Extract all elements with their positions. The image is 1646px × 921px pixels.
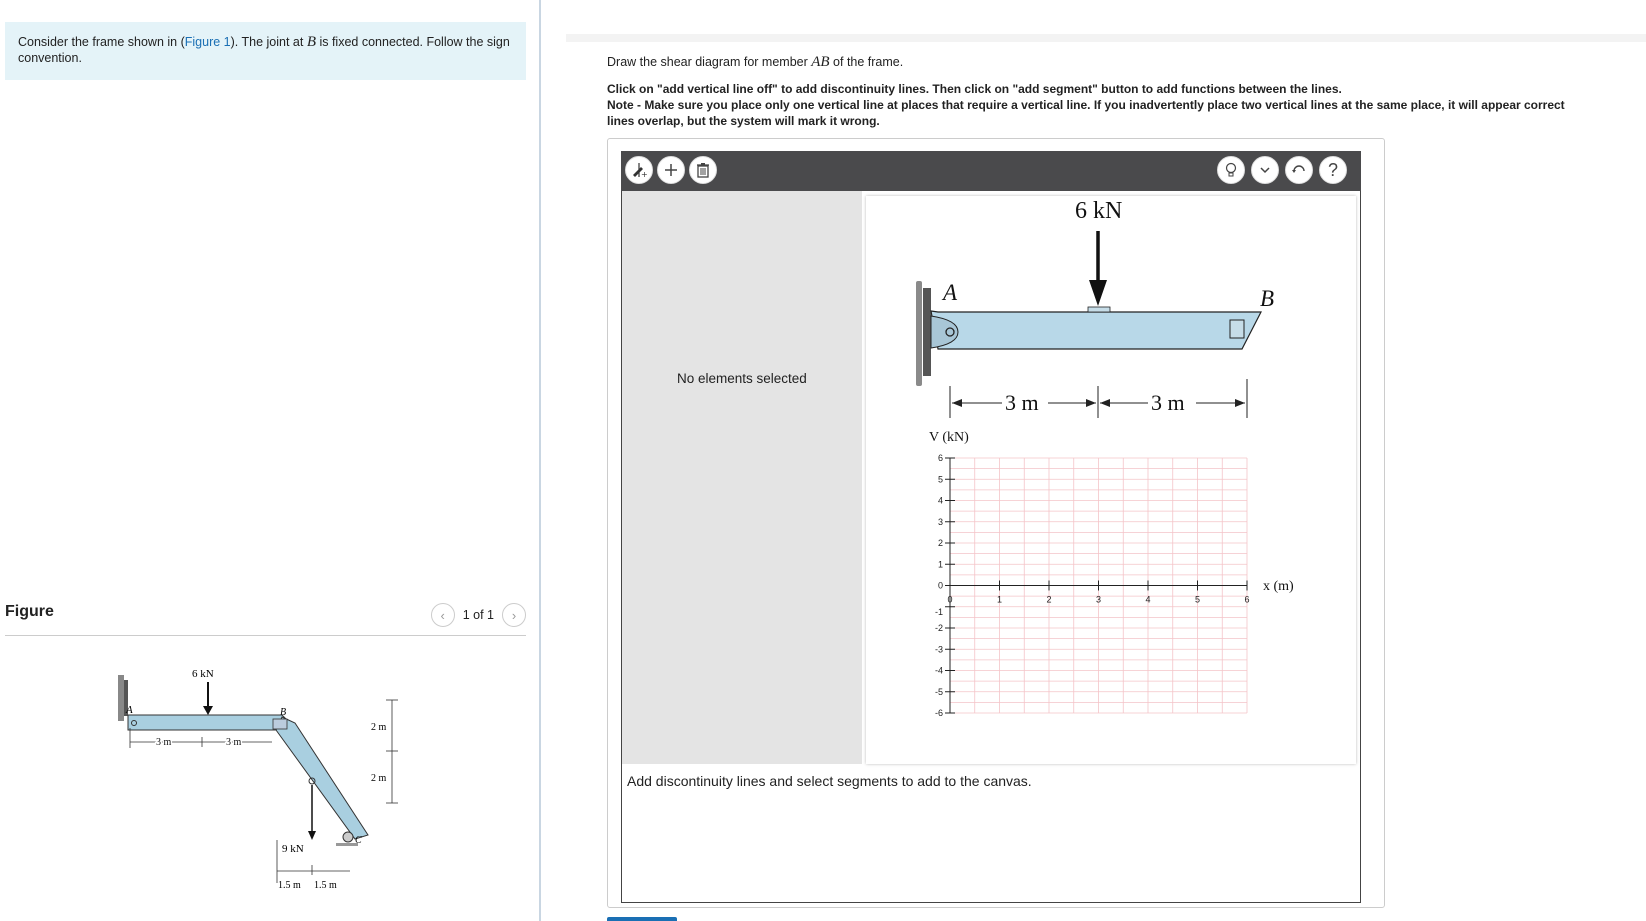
instructions (607, 81, 1646, 129)
x-tick-label: 3 (1095, 594, 1102, 605)
add-segment-button[interactable] (657, 156, 685, 184)
beam-wall (916, 281, 922, 386)
chevron-down-icon (1259, 164, 1271, 176)
joint-b (273, 719, 287, 729)
vdim-2m-bottom: 2 m (371, 773, 387, 784)
problem-intro (5, 22, 526, 80)
beam-dim-3m-left: 3 m (1005, 390, 1039, 415)
y-tick-label: 4 (937, 495, 943, 506)
options-dropdown-button[interactable] (1251, 156, 1279, 184)
arrow-9kn-head (308, 831, 316, 840)
lightbulb-icon (1223, 162, 1239, 178)
intro-text-2: ). The joint at (230, 35, 307, 49)
frame-figure (110, 655, 410, 905)
load-9kn-label: 9 kN (282, 843, 304, 855)
plus-icon (663, 162, 679, 178)
figure-link[interactable]: Figure 1 (184, 35, 231, 49)
help-icon: ? (1327, 159, 1338, 180)
label-c: C (355, 835, 362, 846)
x-tick-label: 0 (947, 594, 953, 605)
x-axis-label: x (m) (1263, 579, 1294, 594)
beam-dim-3m-right: 3 m (1151, 390, 1185, 415)
prompt-start: Draw the shear diagram for member (607, 55, 812, 69)
beam-ab (931, 311, 1261, 349)
tool-toolbar (621, 151, 1361, 191)
pane-divider[interactable] (539, 0, 541, 921)
vdim-2m-top: 2 m (371, 722, 387, 733)
figure-header (5, 603, 526, 636)
left-pane (0, 0, 540, 921)
add-vertical-line-button[interactable] (625, 156, 653, 184)
wall-support (118, 675, 124, 721)
y-tick-label: -2 (934, 623, 943, 633)
chevron-left-icon: ‹ (440, 607, 445, 623)
figure-pager (431, 603, 526, 627)
delete-button[interactable] (689, 156, 717, 184)
x-tick-label: 2 (1046, 594, 1052, 605)
next-figure-button[interactable] (502, 603, 526, 627)
instruction-line-3: lines overlap, but the system will mark it wrong. (607, 114, 880, 128)
drawing-canvas[interactable] (866, 196, 1356, 764)
right-pane (566, 0, 1646, 921)
hdim-right: 1.5 m (314, 880, 337, 891)
y-tick-label: -4 (934, 665, 943, 676)
tool-hint: Add discontinuity lines and select segments to add to the canvas. (627, 773, 1032, 789)
intro-text: Consider the frame shown in ( (18, 35, 185, 49)
figure-title: Figure (5, 603, 54, 620)
shear-chart[interactable] (929, 430, 1294, 718)
y-tick-label: 6 (937, 453, 943, 463)
svg-text:+: + (641, 170, 648, 179)
submit-button-edge[interactable] (607, 917, 677, 921)
help-button[interactable] (1319, 156, 1347, 184)
drawing-tool-panel (607, 138, 1385, 908)
label-b: B (280, 707, 287, 718)
prompt-end: of the frame. (829, 55, 904, 69)
chart-axes (935, 453, 1250, 718)
beam-dim-arrow (952, 399, 962, 407)
x-tick-label: 5 (1194, 594, 1201, 605)
y-tick-label: -3 (934, 644, 943, 655)
no-selection-text: No elements selected (677, 371, 807, 386)
intro-text-3: is fixed connected. Follow the sign convention. (18, 35, 510, 65)
support-c (343, 832, 353, 842)
beam-joint-b (1230, 320, 1244, 338)
reset-icon (1291, 162, 1307, 178)
dim-3m-left: 3 m (156, 737, 172, 748)
y-tick-label: -1 (934, 606, 943, 617)
x-tick-label: 1 (996, 594, 1003, 605)
instruction-line-2: Note - Make sure you place only one vertical line at places that require a vertical line. If you inadvertently place two vertical lines at the same place, it will appear correct (607, 98, 1565, 112)
beam-wall-plate (923, 288, 931, 376)
dim-3m-right: 3 m (226, 737, 242, 748)
y-tick-label: -6 (934, 708, 943, 718)
y-tick-label: 1 (937, 559, 943, 570)
tool-workspace (621, 191, 1361, 903)
member-bc (276, 717, 368, 839)
y-tick-label: 3 (937, 516, 943, 527)
canvas-svg[interactable] (866, 196, 1356, 764)
beam-dim-arrow (1100, 399, 1110, 407)
element-properties-panel (622, 191, 862, 764)
instruction-line-1: Click on "add vertical line off" to add discontinuity lines. Then click on "add segment" button to add functions between the lines. (607, 82, 1342, 96)
beam-label-b: B (1260, 286, 1275, 311)
beam-load-label: 6 kN (1075, 198, 1123, 224)
y-tick-label: 5 (937, 474, 943, 485)
y-tick-label: -5 (934, 686, 943, 697)
top-strip (566, 34, 1646, 42)
member-ab (128, 715, 288, 730)
y-tick-label: 0 (937, 580, 943, 591)
hdim-left: 1.5 m (278, 880, 301, 891)
beam-load-plate (1088, 307, 1110, 312)
arrow-6kn-head (203, 706, 213, 715)
beam-dim-arrow (1086, 399, 1096, 407)
add-vertical-line-icon (631, 162, 647, 178)
beam-label-a: A (943, 280, 958, 305)
x-tick-label: 4 (1145, 594, 1151, 605)
member-label: AB (811, 54, 830, 70)
hint-button[interactable] (1217, 156, 1245, 184)
pager-count: 1 of 1 (462, 608, 494, 622)
chevron-right-icon: › (511, 607, 517, 623)
label-a: A (126, 704, 133, 716)
prev-figure-button[interactable] (431, 603, 455, 627)
reset-button[interactable] (1285, 156, 1313, 184)
load-6kn-label: 6 kN (192, 668, 214, 680)
y-axis-label: V (kN) (929, 430, 969, 445)
joint-label: B (306, 34, 316, 50)
trash-icon (696, 162, 710, 178)
beam-load-arrowhead (1089, 280, 1107, 306)
x-tick-label: 6 (1244, 594, 1250, 605)
question-prompt (607, 54, 903, 71)
y-tick-label: 2 (937, 538, 943, 548)
beam-dim-arrow (1235, 399, 1245, 407)
